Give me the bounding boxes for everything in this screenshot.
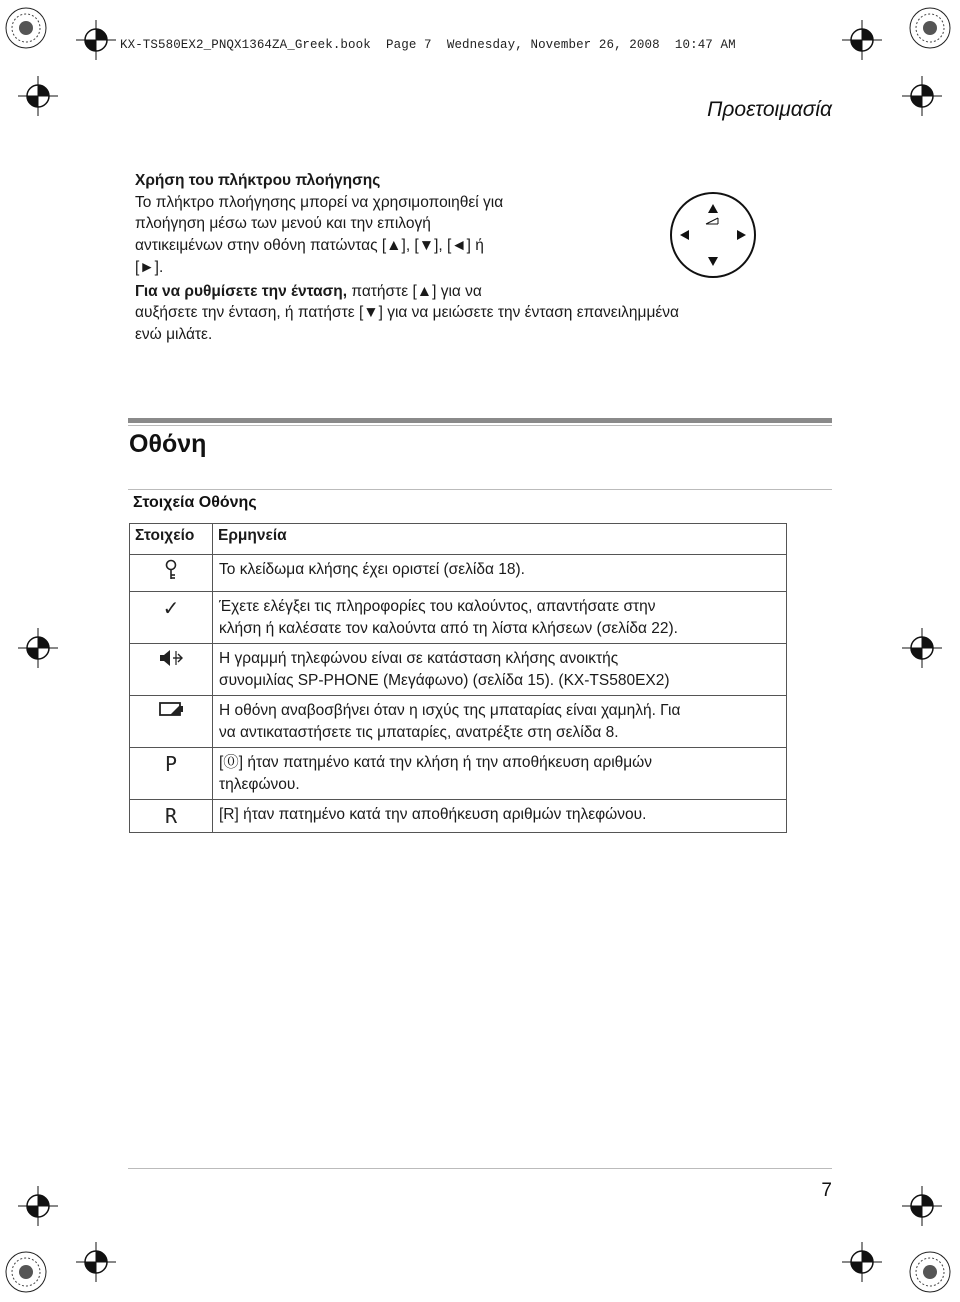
recall-r-icon bbox=[130, 800, 213, 833]
row-5-line-2: τηλεφώνου. bbox=[219, 775, 300, 793]
heading-rule-thin bbox=[128, 425, 832, 426]
volume-line-1 bbox=[135, 281, 482, 303]
section-title: Προετοιμασία bbox=[707, 98, 832, 121]
row-5-meaning bbox=[213, 748, 787, 800]
volume-bold: Για να ρυθμίσετε την ένταση, bbox=[135, 283, 348, 300]
row-3-line-2: συνομιλίας SP-PHONE (Μεγάφωνο) (σελίδα 15). (KX-TS580EX2) bbox=[219, 671, 670, 689]
table-row bbox=[130, 800, 787, 833]
table-row bbox=[130, 592, 787, 644]
heading-rule bbox=[128, 418, 832, 423]
navigator-key-icon bbox=[668, 190, 758, 280]
checkmark-symbol: ✓ bbox=[162, 598, 180, 620]
table-row bbox=[130, 555, 787, 592]
row-6-meaning bbox=[213, 800, 787, 833]
row-2-meaning bbox=[213, 592, 787, 644]
navigator-line-1: Το πλήκτρο πλοήγησης μπορεί να χρησιμοποιηθεί για bbox=[135, 194, 504, 211]
book-header-line: KX-TS580EX2_PNQX1364ZA_Greek.book Page 7 Wednesday, November 26, 2008 10:47 AM bbox=[120, 38, 736, 52]
display-subheading: Στοιχεία Οθόνης bbox=[133, 494, 257, 511]
display-items-table bbox=[129, 523, 787, 833]
col-item-header: Στοιχείο bbox=[130, 524, 213, 555]
row-4-line-2: να αντικαταστήσετε τις μπαταρίες, ανατρέξτε στη σελίδα 8. bbox=[219, 723, 619, 741]
table-row bbox=[130, 696, 787, 748]
navigator-title: Χρήση του πλήκτρου πλοήγησης bbox=[135, 172, 381, 189]
row-5-line-1: [⓪] ήταν πατημένο κατά την κλήση ή την αποθήκευση αριθμών bbox=[219, 754, 653, 771]
key-icon bbox=[130, 555, 213, 592]
volume-line-3: ενώ μιλάτε. bbox=[135, 326, 213, 343]
volume-line-2: αυξήσετε την ένταση, ή πατήστε [▼] για να μειώσετε την ένταση επανειλημμένα bbox=[135, 304, 680, 321]
pause-symbol: P bbox=[164, 752, 178, 776]
row-4-meaning bbox=[213, 696, 787, 748]
display-heading: Οθόνη bbox=[129, 430, 207, 458]
row-2-line-2: κλήση ή καλέσατε τον καλούντα από τη λίστα κλήσεων (σελίδα 22). bbox=[219, 619, 678, 637]
table-header-row bbox=[130, 524, 787, 555]
subheading-rule bbox=[128, 489, 832, 490]
row-6-line-1: [R] ήταν πατημένο κατά την αποθήκευση αριθμών τηλεφώνου. bbox=[219, 806, 647, 823]
row-2-line-1: Έχετε ελέγξει τις πληροφορίες του καλούντος, απαντήσατε στην bbox=[219, 598, 656, 615]
footer-rule bbox=[128, 1168, 832, 1169]
navigator-line-2: πλοήγηση μέσω των μενού και την επιλογή bbox=[135, 215, 431, 232]
row-3-meaning bbox=[213, 644, 787, 696]
row-1-line-1: Το κλείδωμα κλήσης έχει οριστεί (σελίδα 18). bbox=[219, 561, 525, 578]
battery-low-icon bbox=[130, 696, 213, 748]
table-row bbox=[130, 748, 787, 800]
col-meaning-header: Ερμηνεία bbox=[213, 524, 787, 555]
row-3-line-1: Η γραμμή τηλεφώνου είναι σε κατάσταση κλήσης ανοικτής bbox=[219, 650, 619, 667]
speakerphone-icon bbox=[130, 644, 213, 696]
pause-p-icon bbox=[130, 748, 213, 800]
recall-symbol: R bbox=[164, 804, 178, 828]
row-4-line-1: Η οθόνη αναβοσβήνει όταν η ισχύς της μπαταρίας είναι χαμηλή. Για bbox=[219, 702, 681, 719]
navigator-line-3: αντικειμένων στην οθόνη πατώντας [▲], [▼], [◄] ή bbox=[135, 237, 484, 254]
row-1-meaning bbox=[213, 555, 787, 592]
table-row bbox=[130, 644, 787, 696]
volume-rest: πατήστε [▲] για να bbox=[347, 283, 482, 300]
page-number: 7 bbox=[821, 1180, 832, 1201]
navigator-line-4: [►]. bbox=[135, 259, 164, 276]
checkmark-icon bbox=[130, 592, 213, 644]
